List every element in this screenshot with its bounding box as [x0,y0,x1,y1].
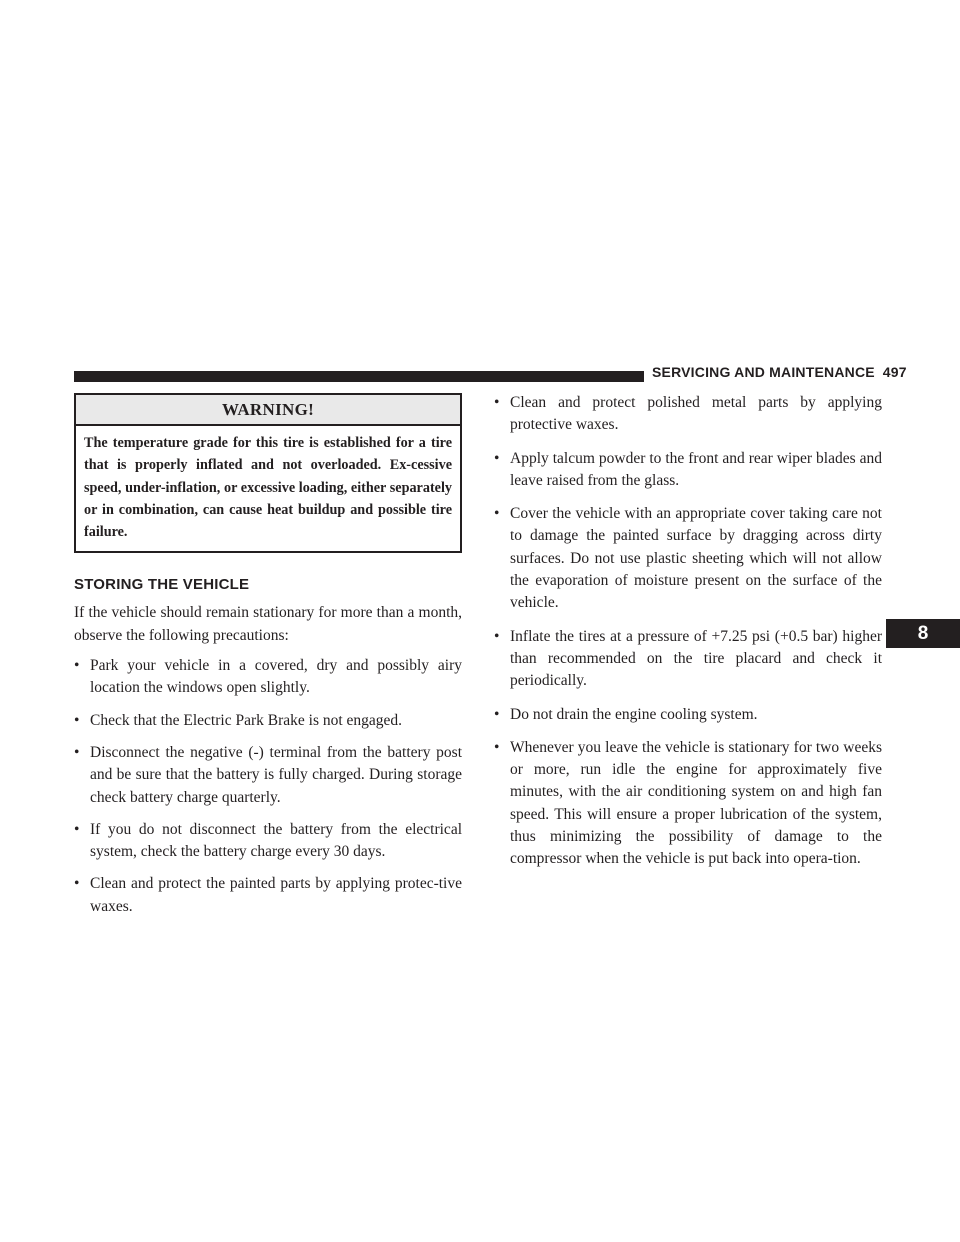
list-item [74,710,462,732]
list-item-text: Cover the vehicle with an appropriate cover taking care not to damage the painted surface by dragging across dirty surfaces. Do not use plastic sheeting which will not allow the evaporation of moisture present on the surface of the vehicle. [510,505,882,612]
list-item [494,704,882,726]
warning-text: The temperature grade for this tire is established for a tire that is properly inflated and not overloaded. Ex-cessive speed, under-inflation, or excessive loading, either separately or in combination, can cause heat buildup and possible tire failure. [76,426,460,551]
list-item-text: Clean and protect the painted parts by applying protec-tive waxes. [90,875,462,915]
list-item-text: Check that the Electric Park Brake is not engaged. [90,711,403,729]
list-item [74,873,462,918]
bullet-icon: • [74,875,80,893]
section-tab: 8 [886,619,960,648]
intro-paragraph: If the vehicle should remain stationary for more than a month, observe the following precautions: [74,604,462,644]
bullet-icon: • [494,705,500,723]
page-number: 497 [882,364,907,380]
list-item [74,742,462,809]
bullet-icon: • [74,711,80,729]
bullet-icon: • [74,657,80,675]
bullet-icon: • [494,449,500,467]
list-item-text: Do not drain the engine cooling system. [510,705,758,723]
section-title: SERVICING AND MAINTENANCE [652,364,875,380]
list-item-text: Whenever you leave the vehicle is stationary for two weeks or more, run idle the engine for approximately five minutes, with the air conditioning system on and high fan speed. This will ensure a proper lubrication of the system, thus minimizing the possibility of damage to the compressor when the vehicle is put back into opera-tion. [510,738,882,868]
right-bullet-list [494,392,882,871]
list-item [74,819,462,864]
header-rule [74,371,644,382]
list-item [494,448,882,493]
list-item [494,737,882,871]
warning-box [74,393,462,553]
list-item [494,503,882,614]
list-item-text: Clean and protect polished metal parts by applying protective waxes. [510,394,882,434]
left-bullet-list [74,655,462,918]
list-item-text: Apply talcum powder to the front and rear wiper blades and leave raised from the glass. [510,449,882,489]
bullet-icon: • [494,627,500,645]
right-column [494,392,882,882]
list-item [494,626,882,693]
section-heading: STORING THE VEHICLE [74,576,250,594]
list-item-text: If you do not disconnect the battery from the electrical system, check the battery charge every 30 days. [90,820,462,861]
bullet-icon: • [494,505,500,523]
bullet-icon: • [494,394,500,411]
list-item [494,392,882,437]
running-header [652,364,907,380]
list-item-text: Inflate the tires at a pressure of +7.25 psi (+0.5 bar) higher than recommended on the tire placard and check it periodically. [510,627,882,690]
left-column [74,393,462,928]
bullet-icon: • [74,743,80,761]
bullet-icon: • [494,738,500,756]
bullet-icon: • [74,820,80,838]
list-item-text: Park your vehicle in a covered, dry and possibly airy location the windows open slightly. [90,657,462,697]
list-item [74,655,462,700]
warning-title: WARNING! [76,395,460,426]
list-item-text: Disconnect the negative (-) terminal from the battery post and be sure that the battery is fully charged. During storage check battery charge quarterly. [90,743,462,806]
